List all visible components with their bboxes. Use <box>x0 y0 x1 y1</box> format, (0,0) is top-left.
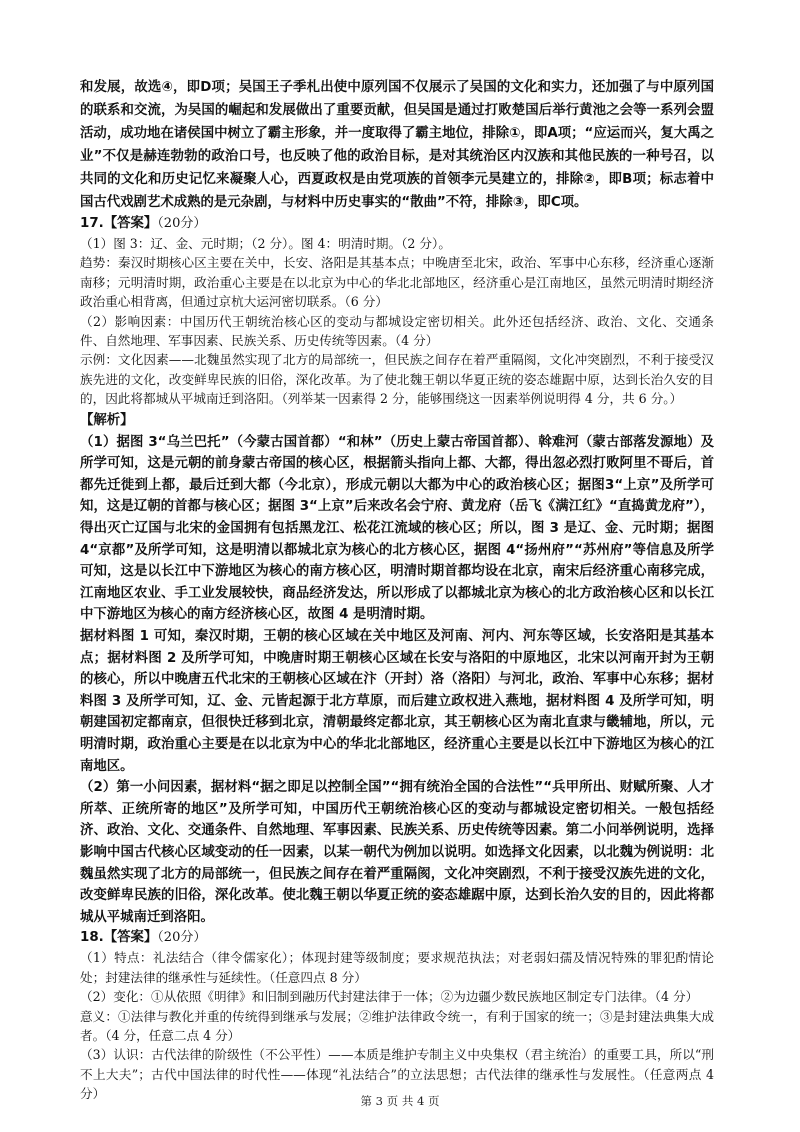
q18-answer-score: （20分） <box>157 930 207 946</box>
q17-answer-label: 17.【答案】 <box>80 216 158 231</box>
q18-answer-2-meaning: 意义：①法律与教化并重的传统得到继承与发展；②维护法律政令统一，有利于国家的统一；③是封建法典集大成者。（4 分，任意二点 4 分） <box>80 1008 714 1043</box>
q18-answer-3: （3）认识：古代法律的阶级性（不公平性）——本质是维护专制主义中央集权（君主统治）的重要工具，所以“刑不上大夫”；古代中国法律的时代性——体现“礼法结合”的立法思想；古代法律的继承性与发展性。（任意两点 4 分） <box>80 1047 714 1102</box>
q17-analysis-1-materials: 据材料图 1 可知，秦汉时期，王朝的核心区域在关中地区及河南、河内、河东等区域，长安洛阳是其基本点；据材料图 2 及所学可知，中晚唐时期王朝核心区域在长安与洛阳的中原地区，北宋以河南开封为王朝的核心，所以中晚唐五代北宋的王朝核心区域在汴（开封）洛（洛阳）与河北，政治、军事中心东移；据材料图 3 及所学可知，辽、金、元皆起源于北方草原，而后建立政权进入燕地，据材料图 4 及所学可知，明朝建国初定都南京，但很快迁移到北京，清朝最终定都北京，其王朝核心区为南北直隶与畿辅地，所以，元明清时期，政治重心主要是在以北京为中心的华北北部地区，经济重心主要是以长江中下游地区为核心的江南地区。 <box>80 629 714 774</box>
q17-answer-1-trend: 趋势：秦汉时期核心区主要在关中，长安、洛阳是其基本点；中晚唐至北宋，政治、军事中心东移，经济重心逐渐南移；元明清时期，政治重心主要是在以北京为中心的华北北部地区，经济重心是江南地区，虽然元明清时期经济政治重心相背离，但通过京杭大运河密切联系。（6 分） <box>80 255 714 310</box>
q18-answer-heading <box>80 928 714 948</box>
q17-answer-1: （1）图 3：辽、金、元时期；（2 分）。图 4：明清时期。（2 分）。 <box>80 236 451 251</box>
q17-answer-score: （20分） <box>157 216 207 231</box>
q17-answer-2-example: 示例：文化因素——北魏虽然实现了北方的局部统一，但民族之间存在着严重隔阂，文化冲突剧烈，不利于接受汉族先进的文化，改变鲜卑民族的旧俗，深化改革。为了使北魏王朝以华夏正统的姿态雄踞中原，达到长治久安的目的，因此将都城从平城南迁到洛阳。（列举某一因素得 2 分，能够围绕这一因素举例说明得 4 分，共 6 分。） <box>80 352 714 407</box>
q17-analysis-1: （1）据图 3“乌兰巴托”（今蒙古国首都）“和林”（历史上蒙古帝国首都）、斡难河（蒙古部落发源地）及所学可知，这是元朝的前身蒙古帝国的核心区，根据箭头指向上都、大都，得出忽必烈打败阿里不哥后，首都先迁徙到上都，最后迁到大都（今北京），形成元朝以大都为中心的政治核心区；据图3“上京”及所学可知，这是辽朝的首都与核心区；据图 3“上京”后来改名会宁府、黄龙府（岳飞《满江红》“直捣黄龙府”），得出灭亡辽国与北宋的金国拥有包括黑龙江、松花江流域的核心区；所以，图 3 是辽、金、元时期；据图 4“京都”及所学可知，这是明清以都城北京为核心的北方核心区，据图 4“扬州府”“苏州府”等信息及所学可知，这是以长江中下游地区为核心的南方核心区，明清时期首都均设在北京，南宋后经济重心南移完成，江南地区农业、手工业发展较快，商品经济发达，所以形成了以都城北京为核心的北方政治核心区和以长江中下游地区为核心的南方经济核心区，故图 4 是明清时期。 <box>80 434 714 623</box>
q16-analysis-tail: 和发展，故选④，即D项；吴国王子季札出使中原列国不仅展示了吴国的文化和实力，还加强了与中原列国的联系和交流，为吴国的崛起和发展做出了重要贡献，但吴国是通过打败楚国后举行黄池之会等一系列会盟活动，成功地在诸侯国中树立了霸主形象，并一度取得了霸主地位，排除①，即A项；“应运而兴，复大禹之业”不仅是赫连勃勃的政治口号，也反映了他的政治目标，是对其统治区内汉族和其他民族的一种号召，以共同的文化和历史记忆来凝聚人心，西夏政权是由党项族的首领李元昊建立的，排除②，即B项；标志着中国古代戏剧艺术成熟的是元杂剧，与材料中历史事实的“散曲”不符，排除③，即C项。 <box>80 80 714 210</box>
q18-answer-1: （1）特点：礼法结合（律令儒家化）；体现封建等级制度；要求规范执法；对老弱妇孺及情况特殊的罪犯酌情论处；封建法律的继承性与延续性。（任意四点 8 分） <box>80 950 714 985</box>
q17-answer-heading <box>80 214 714 234</box>
q17-answer-2: （2）影响因素：中国历代王朝统治核心区的变动与都城设定密切相关。此外还包括经济、政治、文化、交通条件、自然地理、军事因素、民族关系、历史传统等因素。（4 分） <box>80 313 714 349</box>
q18-answer-2: （2）变化：①从依照《明律》和旧制到融历代封建法律于一体；②为边疆少数民族地区制定专门法律。（4 分） <box>80 989 699 1005</box>
page-footer: 第 3 页 共 4 页 <box>360 1094 440 1108</box>
q17-analysis-heading: 【解析】 <box>80 412 134 428</box>
q18-answer-label: 18.【答案】 <box>80 930 158 946</box>
q17-analysis-2: （2）第一小问因素，据材料“据之即足以控制全国”“拥有统治全国的合法性”“兵甲所出、财赋所聚、人才所萃、正统所寄的地区”及所学可知，中国历代王朝统治核心区的变动与都城设定密切相关。一般包括经济、政治、文化、交通条件、自然地理、军事因素、民族关系、历史传统等因素。第二小问举例说明，选择影响中国古代核心区域变动的任一因素，以某一朝代为例加以说明。如选择文化因素，以北魏为例说明：北魏虽然实现了北方的局部统一，但民族之间存在着严重隔阂，文化冲突剧烈，不利于接受汉族先进的文化，改变鲜卑民族的旧俗，深化改革。使北魏王朝以华夏正统的姿态雄踞中原，达到长治久安的目的，因此将都城从平城南迁到洛阳。 <box>80 780 714 925</box>
